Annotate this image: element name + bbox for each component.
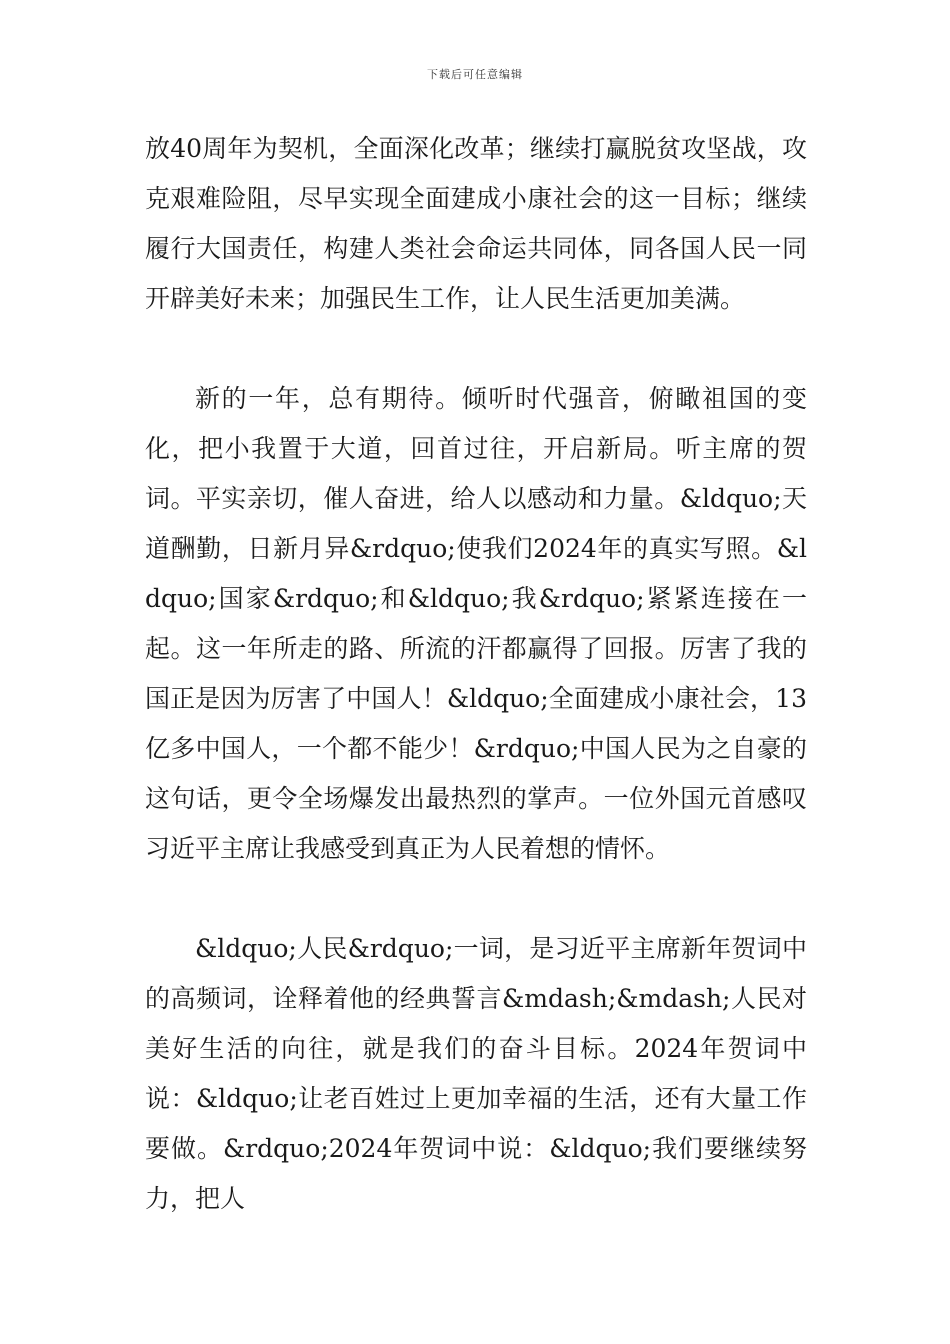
paragraph-spacer — [145, 874, 807, 924]
paragraph-spacer — [145, 324, 807, 374]
paragraph-2: 新的一年，总有期待。倾听时代强音，俯瞰祖国的变化，把小我置于大道，回首过往，开启新局。听主席的贺词。平实亲切，催人奋进，给人以感动和力量。&ldquo;天道酬勤，日新月异&rdquo;使我们2024年的真实写照。&ldquo;国家&rdquo;和&ldquo;我&rdquo;紧紧连接在一起。这一年所走的路、所流的汗都赢得了回报。厉害了我的国正是因为厉害了中国人！&ldquo;全面建成小康社会，13亿多中国人，一个都不能少！&rdquo;中国人民为之自豪的这句话，更令全场爆发出最热烈的掌声。一位外国元首感叹习近平主席让我感受到真正为人民着想的情怀。 — [145, 384, 807, 863]
paragraph-1: 放40周年为契机，全面深化改革；继续打赢脱贫攻坚战，攻克艰难险阻，尽早实现全面建成小康社会的这一目标；继续履行大国责任，构建人类社会命运共同体，同各国人民一同开辟美好未来；加强民生工作，让人民生活更加美满。 — [145, 134, 807, 313]
document-body — [145, 124, 807, 1224]
paragraph-3: &ldquo;人民&rdquo;一词，是习近平主席新年贺词中的高频词，诠释着他的经典誓言&mdash;&mdash;人民对美好生活的向往，就是我们的奋斗目标。2024年贺词中说：&ldquo;让老百姓过上更加幸福的生活，还有大量工作要做。&rdquo;2024年贺词中说：&ldquo;我们要继续努力，把人 — [145, 934, 807, 1213]
page-header: 下载后可任意编辑 — [427, 68, 523, 81]
